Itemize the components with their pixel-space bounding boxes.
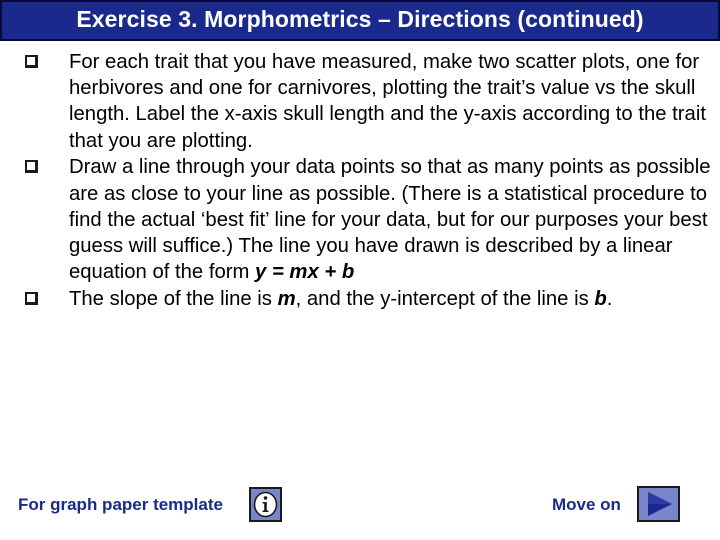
next-triangle-icon — [639, 488, 678, 520]
intercept-variable: b — [594, 287, 607, 310]
bullet-text-middle: , and the y-intercept of the line is — [295, 287, 595, 310]
bullet-text: Draw a line through your data points so that as many points as possible are as close to your line as possible. (There is a statistical procedure to find the actual ‘best fit’ line for your data, but for our purposes your best guess will suffice.) The line you have drawn is described by a linear equation of the form — [69, 156, 711, 284]
checkbox-bullet-icon — [25, 160, 38, 173]
bullet-text: The slope of the line is — [69, 287, 278, 310]
bullet-item — [25, 154, 712, 285]
checkbox-bullet-icon — [25, 55, 38, 68]
info-icon — [251, 489, 280, 520]
bullet-list — [44, 49, 712, 312]
checkbox-bullet-icon — [25, 292, 38, 305]
move-on-link[interactable]: Move on — [552, 495, 621, 514]
bullet-item — [25, 286, 712, 312]
slide-title: Exercise 3. Morphometrics – Directions (continued) — [76, 6, 644, 32]
bullet-text: For each trait that you have measured, make two scatter plots, one for herbivores and one for carnivores, plotting the trait’s value vs the skull length. Label the x-axis skull length and the y-axis according to the trait that you are plotting. — [69, 51, 706, 152]
info-button[interactable] — [249, 487, 282, 522]
next-button[interactable] — [637, 486, 680, 522]
bullet-text-end: . — [606, 287, 613, 310]
slope-variable: m — [277, 287, 296, 310]
bullet-item — [25, 49, 712, 154]
linear-equation: y = mx + b — [255, 261, 355, 284]
graph-paper-template-link[interactable]: For graph paper template — [18, 495, 223, 514]
